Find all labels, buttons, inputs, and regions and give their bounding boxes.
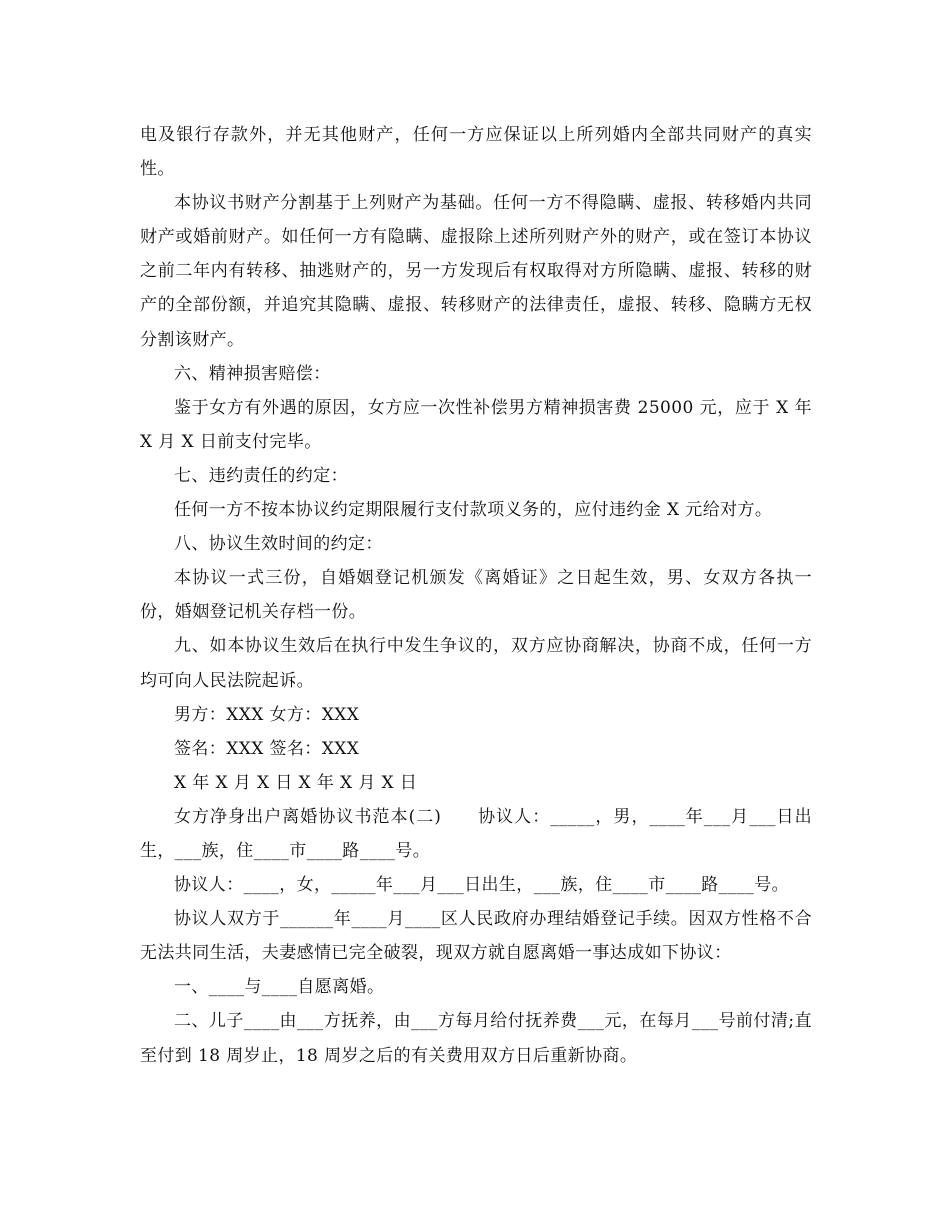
heading-breach-liability: 七、违约责任的约定： [174,465,348,486]
paragraph-property-division: 本协议书财产分割基于上列财产为基础。任何一方不得隐瞒、虚报、转移婚内共同财产或婚前财产。如任何一方有隐瞒、虚报除上述所列财产外的财产，或在签订本协议之前二年内有转移、抽逃财产的，另一方发现后有权取得对方所隐瞒、虚报、转移的财产的全部份额，并追究其隐瞒、虚报、转移财产的法律责任，虚报、转移、隐瞒方无权分割该财产。 [140,193,812,350]
signature-names: 签名：XXX 签名：XXX [174,738,360,759]
signature-dates: X 年 X 月 X 日 X 年 X 月 X 日 [174,772,418,793]
document-body [140,118,812,1073]
paragraph-dispute-resolution: 九、如本协议生效后在执行中发生争议的，双方应协商解决，协商不成，任何一方均可向人民法院起诉。 [140,636,812,691]
clause-two-child-custody: 二、儿子____由___方抚养，由___方每月给付抚养费___元，在每月___号前付清;直至付到 18 周岁止，18 周岁之后的有关费用双方日后重新协商。 [140,1011,812,1066]
heading-mental-damages: 六、精神损害赔偿： [174,363,331,384]
paragraph-property-continuation: 电及银行存款外，并无其他财产，任何一方应保证以上所列婚内全部共同财产的真实性。 [140,125,812,180]
paragraph-marriage-registration: 协议人双方于______年____月____区人民政府办理结婚登记手续。因双方性格不合无法共同生活，夫妻感情已完全破裂，现双方就自愿离婚一事达成如下协议： [140,909,812,964]
paragraph-breach-liability: 任何一方不按本协议约定期限履行支付款项义务的，应付违约金 X 元给对方。 [174,500,773,521]
paragraph-mental-damages: 鉴于女方有外遇的原因，女方应一次性补偿男方精神损害费 25000 元，应于 X 年 X 月 X 日前支付完毕。 [140,397,812,452]
signature-parties: 男方：XXX 女方：XXX [174,704,360,725]
clause-one-divorce: 一、____与____自愿离婚。 [174,977,385,998]
paragraph-effective-time: 本协议一式三份，自婚姻登记机颁发《离婚证》之日起生效，男、女双方各执一份，婚姻登记机关存档一份。 [140,568,812,623]
paragraph-template-two-party-male: 女方净身出户离婚协议书范本(二) 协议人：_____，男，____年___月___日出生，___族，住____市____路____号。 [140,806,812,861]
paragraph-party-female: 协议人：____，女，_____年___月___日出生，___族，住____市____路____号。 [174,875,789,896]
heading-effective-time: 八、协议生效时间的约定： [174,534,383,555]
